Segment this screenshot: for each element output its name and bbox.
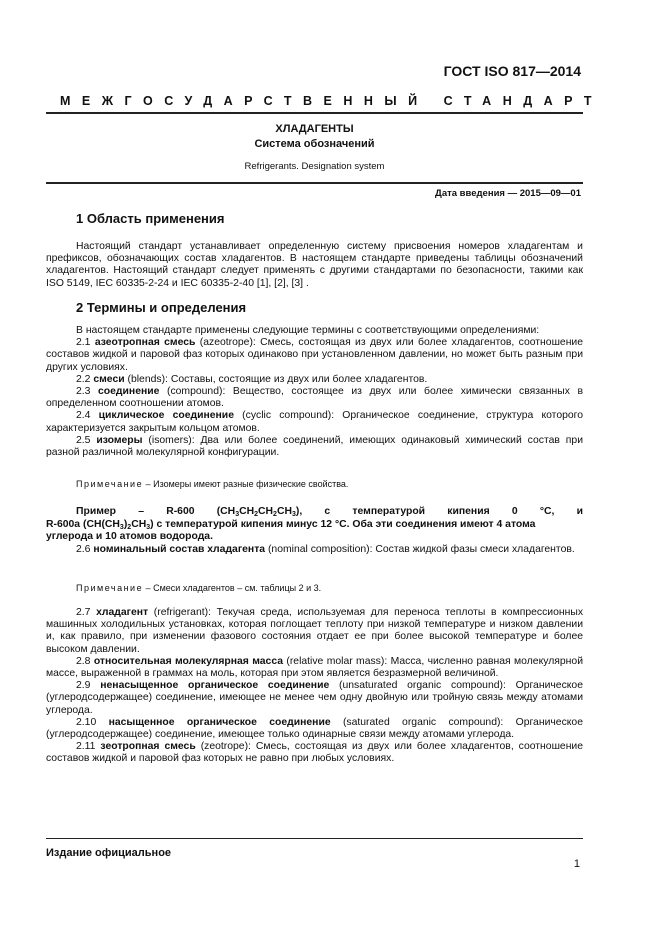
footer-rule [46, 838, 583, 839]
section-1-heading: 1 Область применения [76, 211, 225, 226]
example-label: Пример [76, 506, 117, 517]
note-blends: Примечание – Смеси хладагентов – см. таблицы 2 и 3. [76, 583, 322, 593]
term-2-1: 2.1 азеотропная смесь (azeotrope): Смесь, состоящая из двух или более хладагентов, соотношение составов жидкой и паровой фаз которых одинаково при установленном давлении, но может быть разным при других условиях. [46, 337, 584, 373]
section-2-definitions-b [46, 544, 583, 556]
term-2-8: 2.8 относительная молекулярная масса (relative molar mass): Масса, численно равная молекулярной массе, выраженной в граммах на моль, которая при этом является безразмерной величиной. [46, 655, 583, 680]
formula-isobutane: $(CH(CH_3)_2CH_3)$ [82, 518, 154, 531]
section-1-body [46, 241, 583, 290]
intro-date: Дата введения — 2015—09—01 [435, 188, 581, 199]
example-block [46, 506, 583, 544]
note-isomers: Примечание – Изомеры имеют разные физические свойства. [76, 479, 349, 489]
term-2-7-name: хладагент [96, 607, 149, 618]
term-2-6-name: номинальный состав хладагента [93, 544, 266, 555]
example-line-1: Пример – R-600 $(CH_3CH_2CH_2CH_3)$, с температурой кипения 0 °С, и [76, 506, 583, 518]
section-2-intro: В настоящем стандарте применены следующие термины с соответствующими определениями: [76, 325, 540, 336]
term-2-10-name: насыщенное органическое соединение [108, 716, 331, 728]
header-rule [46, 112, 583, 114]
standard-code: ГОСТ ISO 817—2014 [443, 63, 581, 79]
title-rule [46, 182, 583, 184]
term-2-3-name: соединение [98, 386, 160, 398]
formula-butane: $(CH_3CH_2CH_2CH_3)$, [216, 506, 303, 518]
standard-banner: МЕЖГОСУДАРСТВЕННЫЙ СТАНДАРТ [60, 94, 603, 108]
edition-label: Издание официальное [46, 847, 172, 859]
example-line-2: R-600a $(CH(CH_3)_2CH_3)$ с температурой кипения минус 12 °С. Оба эти соединения имеют 4 атома [46, 518, 536, 531]
term-2-9-name: ненасыщенное органическое соединение [100, 680, 330, 692]
term-2-4: 2.4 циклическое соединение (cyclic compound): Органическое соединение, структура которого характеризуется закрытым кольцом атомов. [46, 410, 583, 434]
section-2-definitions-c [46, 607, 583, 766]
term-2-2-name: смеси [93, 373, 125, 385]
doc-subtitle: Система обозначений [254, 138, 375, 150]
term-2-2: 2.2 смеси (blends): Составы, состоящие из двух или более хладагентов. [76, 373, 428, 385]
term-2-6: 2.6 номинальный состав хладагента (nominal composition): Состав жидкой фазы смеси хладагентов. [76, 544, 575, 555]
term-2-5: 2.5 изомеры (isomers): Два или более соединений, имеющих одинаковый химический состав при разной различной молекулярной конфигурации. [46, 434, 583, 459]
section-1-paragraph: Настоящий стандарт устанавливает определенную систему присвоения номеров хладагентам и префиксов, обозначающих состав хладагентов. В настоящем стандарте приведены таблицы обозначений хладагентов. Настоящий стандарт следует применять с другими стандартами по безопасности, такими как ISO 5149, IEC 60335-2-24 и IEC 60335-2-40 [1], [2], [3] . [46, 241, 583, 289]
term-2-3: 2.3 соединение (compound): Вещество, состоящее из двух или более химически связанных в определенном соотношении атомов. [46, 386, 583, 410]
term-2-1-name: азеотропная смесь [94, 337, 196, 349]
term-2-9: 2.9 ненасыщенное органическое соединение (unsaturated organic compound): Органическое (углеродсодержащее) соединение, имеющее не менее чем одну двойную или тройную связь между атомами углерода. [46, 680, 583, 716]
term-2-10: 2.10 насыщенное органическое соединение (saturated organic compound): Органическое (углеродсодержащее) соединение, имеющее только одинарные связи между атомами углерода. [46, 716, 583, 741]
note-label: Примечание [76, 479, 144, 489]
section-2-definitions-a [46, 325, 583, 459]
term-2-5-name: изомеры [96, 434, 143, 446]
example-line-3: углерода и 10 атомов водорода. [46, 531, 213, 542]
term-2-4-name: циклическое соединение [98, 410, 234, 422]
page-number: 1 [573, 858, 580, 870]
term-2-11: 2.11 зеотропная смесь (zeotrope): Смесь, состоящая из двух или более хладагентов, соотношение составов жидкой и паровой фаз которых не равно при любых условиях. [46, 741, 584, 765]
section-2-heading: 2 Термины и определения [76, 300, 247, 315]
doc-title: ХЛАДАГЕНТЫ [275, 123, 354, 135]
doc-title-en: Refrigerants. Designation system [244, 161, 385, 172]
note-label: Примечание [76, 583, 144, 593]
term-2-11-name: зеотропная смесь [100, 741, 196, 753]
term-2-7: 2.7 хладагент (refrigerant): Текучая среда, используемая для переноса теплоты в компрессионных машинных холодильных установках, которая поглощает теплоту при низкой температуре и низком давлении и, как правило, при изменении фазового состояния отдает ее при более высокой температуре и более высоком давлении. [46, 607, 584, 655]
term-2-8-name: относительная молекулярная масса [93, 655, 284, 667]
